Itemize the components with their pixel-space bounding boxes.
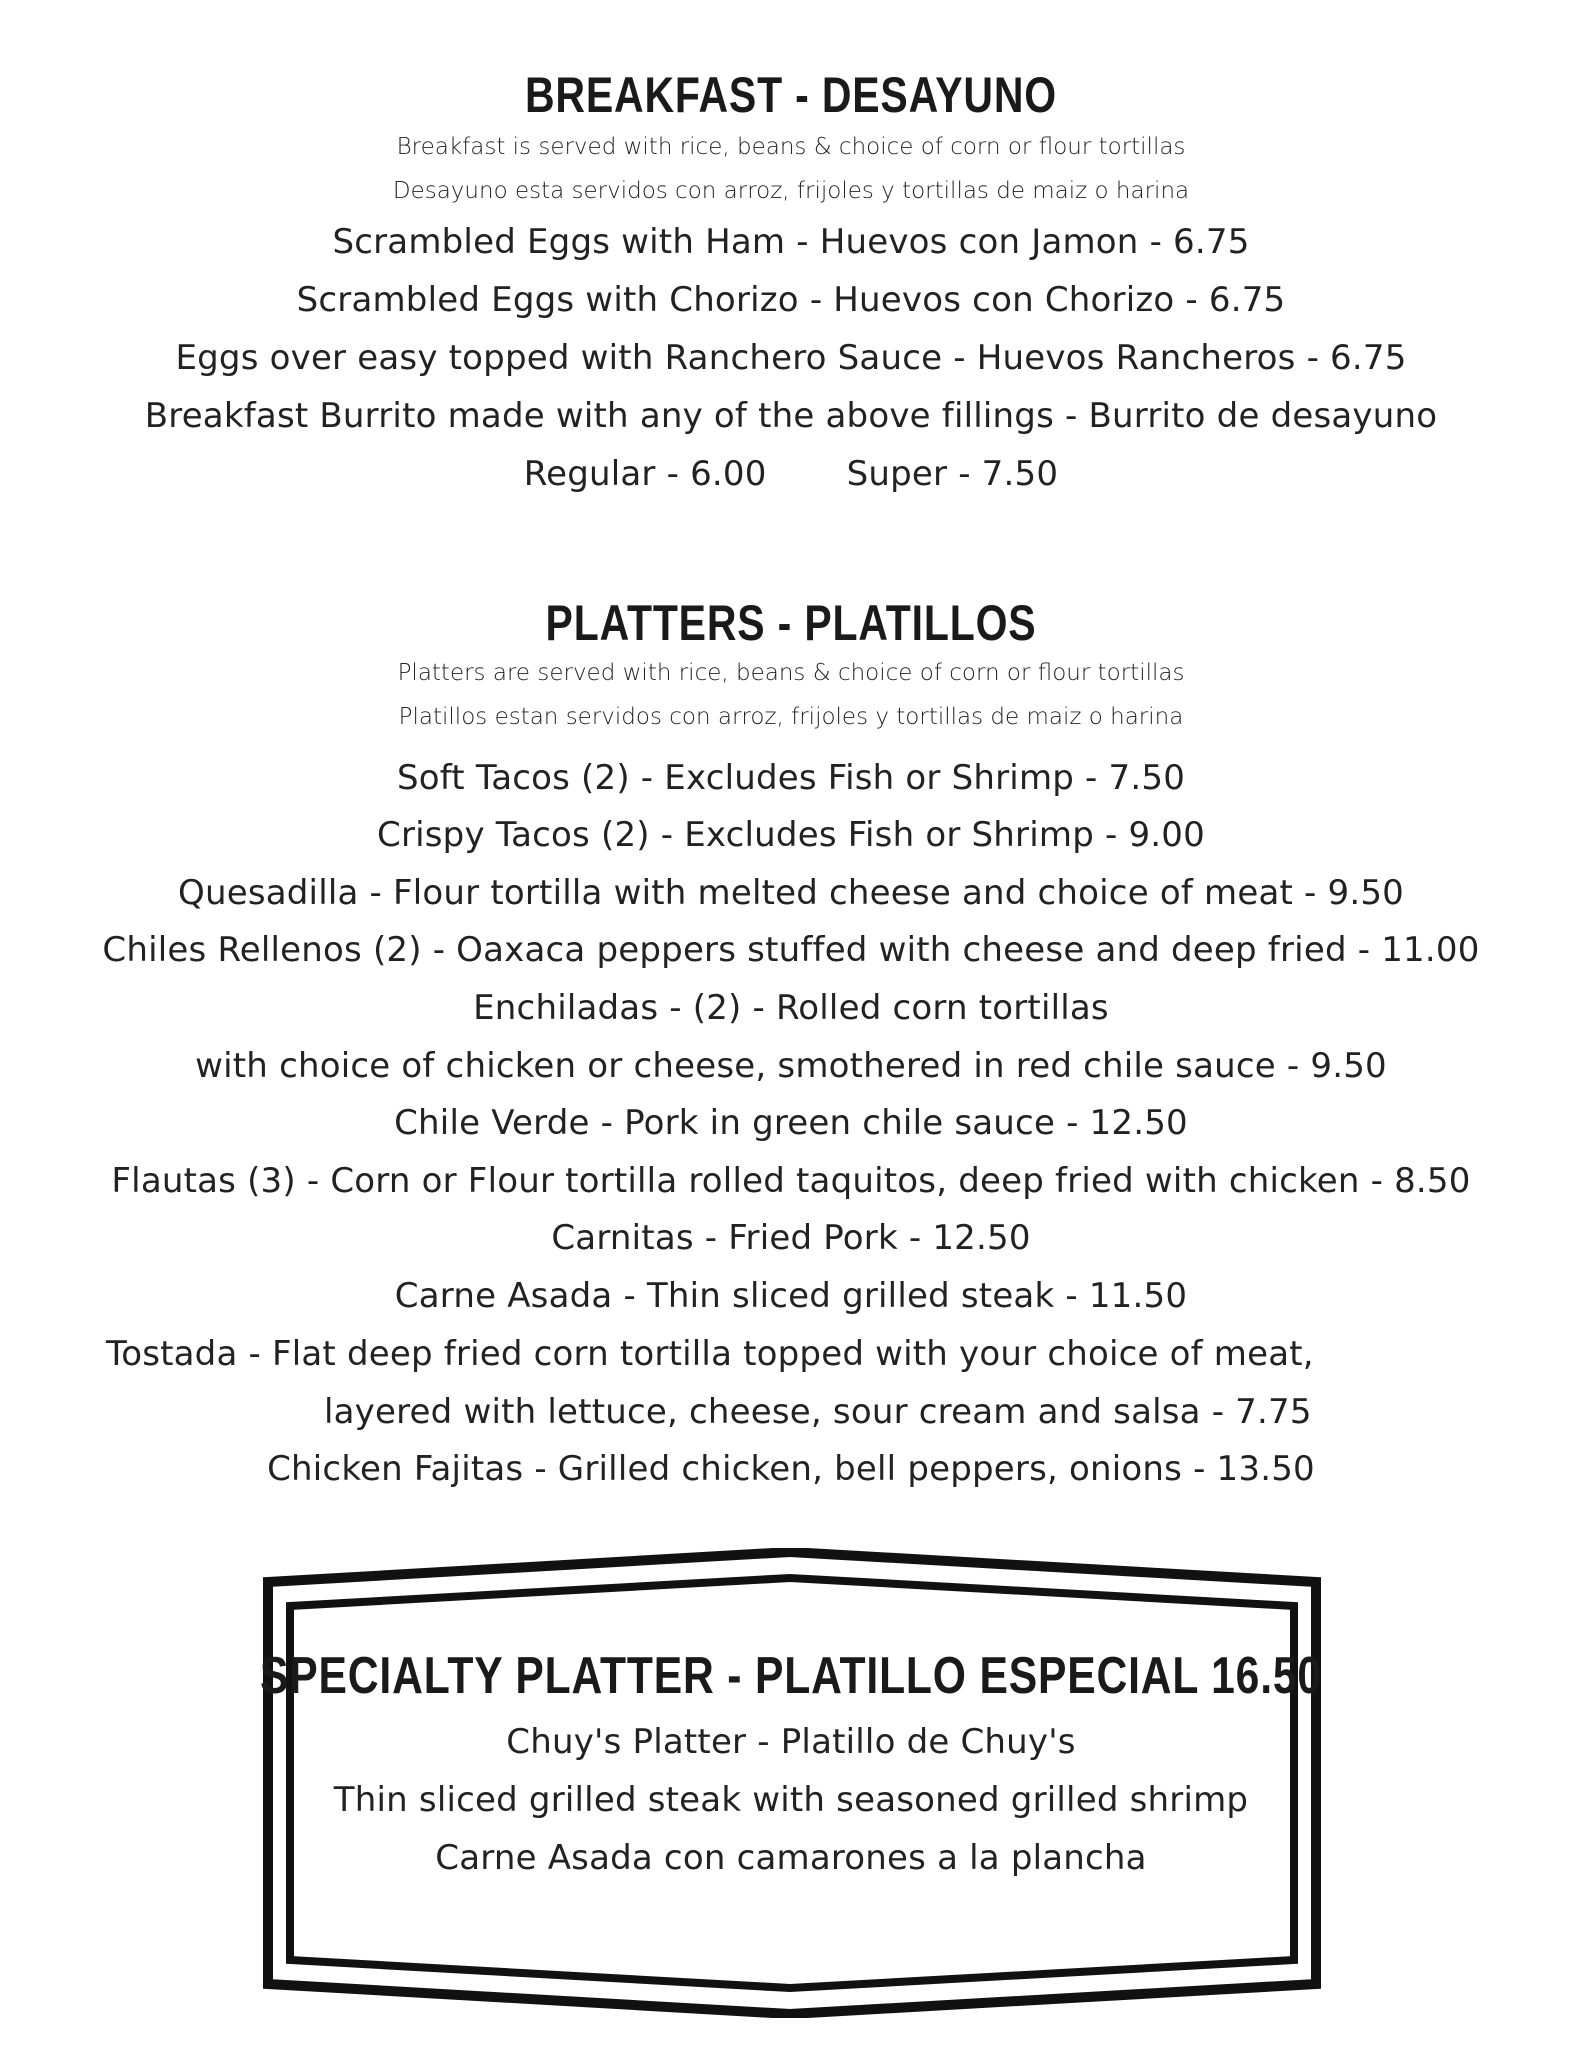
- breakfast-item: Scrambled Eggs with Ham - Huevos con Jamon - 6.75: [332, 222, 1250, 262]
- platters-heading: PLATTERS - PLATILLOS: [545, 595, 1037, 651]
- burrito-regular-price: Regular - 6.00: [523, 454, 767, 494]
- burrito-super-price: Super - 7.50: [846, 454, 1059, 494]
- platter-item: Quesadilla - Flour tortilla with melted cheese and choice of meat - 9.50: [177, 873, 1404, 913]
- burrito-prices: [0, 454, 1582, 494]
- platter-item: Flautas (3) - Corn or Flour tortilla rolled taquitos, deep fried with chicken - 8.50: [111, 1161, 1471, 1201]
- platter-item: Chicken Fajitas - Grilled chicken, bell peppers, onions - 13.50: [267, 1449, 1315, 1489]
- platter-item: Carnitas - Fried Pork - 12.50: [551, 1218, 1031, 1258]
- platter-item: Tostada - Flat deep fried corn tortilla topped with your choice of meat,: [106, 1334, 1314, 1374]
- breakfast-heading: BREAKFAST - DESAYUNO: [524, 67, 1058, 123]
- platter-item: Chile Verde - Pork in green chile sauce - 12.50: [394, 1103, 1188, 1143]
- platter-item: Chiles Rellenos (2) - Oaxaca peppers stuffed with cheese and deep fried - 11.00: [102, 930, 1480, 970]
- platter-item: Enchiladas - (2) - Rolled corn tortillas: [473, 988, 1109, 1028]
- platters-note-es: Platillos estan servidos con arroz, frijoles y tortillas de maiz o harina: [398, 704, 1184, 730]
- platter-item: Crispy Tacos (2) - Excludes Fish or Shrimp - 9.00: [377, 815, 1205, 855]
- breakfast-item: Scrambled Eggs with Chorizo - Huevos con Chorizo - 6.75: [296, 280, 1286, 320]
- platter-item: with choice of chicken or cheese, smothered in red chile sauce - 9.50: [195, 1046, 1387, 1086]
- breakfast-item: Breakfast Burrito made with any of the above fillings - Burrito de desayuno: [144, 396, 1438, 436]
- specialty-heading: SPECIALTY PLATTER - PLATILLO ESPECIAL 16.50: [260, 1647, 1322, 1705]
- platter-item: Carne Asada - Thin sliced grilled steak - 11.50: [394, 1276, 1188, 1316]
- specialty-line: Thin sliced grilled steak with seasoned grilled shrimp: [333, 1780, 1249, 1820]
- specialty-line: Carne Asada con camarones a la plancha: [435, 1838, 1147, 1878]
- breakfast-item: Eggs over easy topped with Ranchero Sauce - Huevos Rancheros - 6.75: [175, 338, 1407, 378]
- platter-item: layered with lettuce, cheese, sour cream and salsa - 7.75: [324, 1392, 1312, 1432]
- platter-item: Soft Tacos (2) - Excludes Fish or Shrimp - 7.50: [396, 758, 1186, 798]
- breakfast-note-en: Breakfast is served with rice, beans & choice of corn or flour tortillas: [396, 134, 1186, 160]
- specialty-line: Chuy's Platter - Platillo de Chuy's: [506, 1722, 1076, 1762]
- breakfast-note-es: Desayuno esta servidos con arroz, frijoles y tortillas de maiz o harina: [392, 178, 1190, 204]
- platters-note-en: Platters are served with rice, beans & choice of corn or flour tortillas: [397, 660, 1185, 686]
